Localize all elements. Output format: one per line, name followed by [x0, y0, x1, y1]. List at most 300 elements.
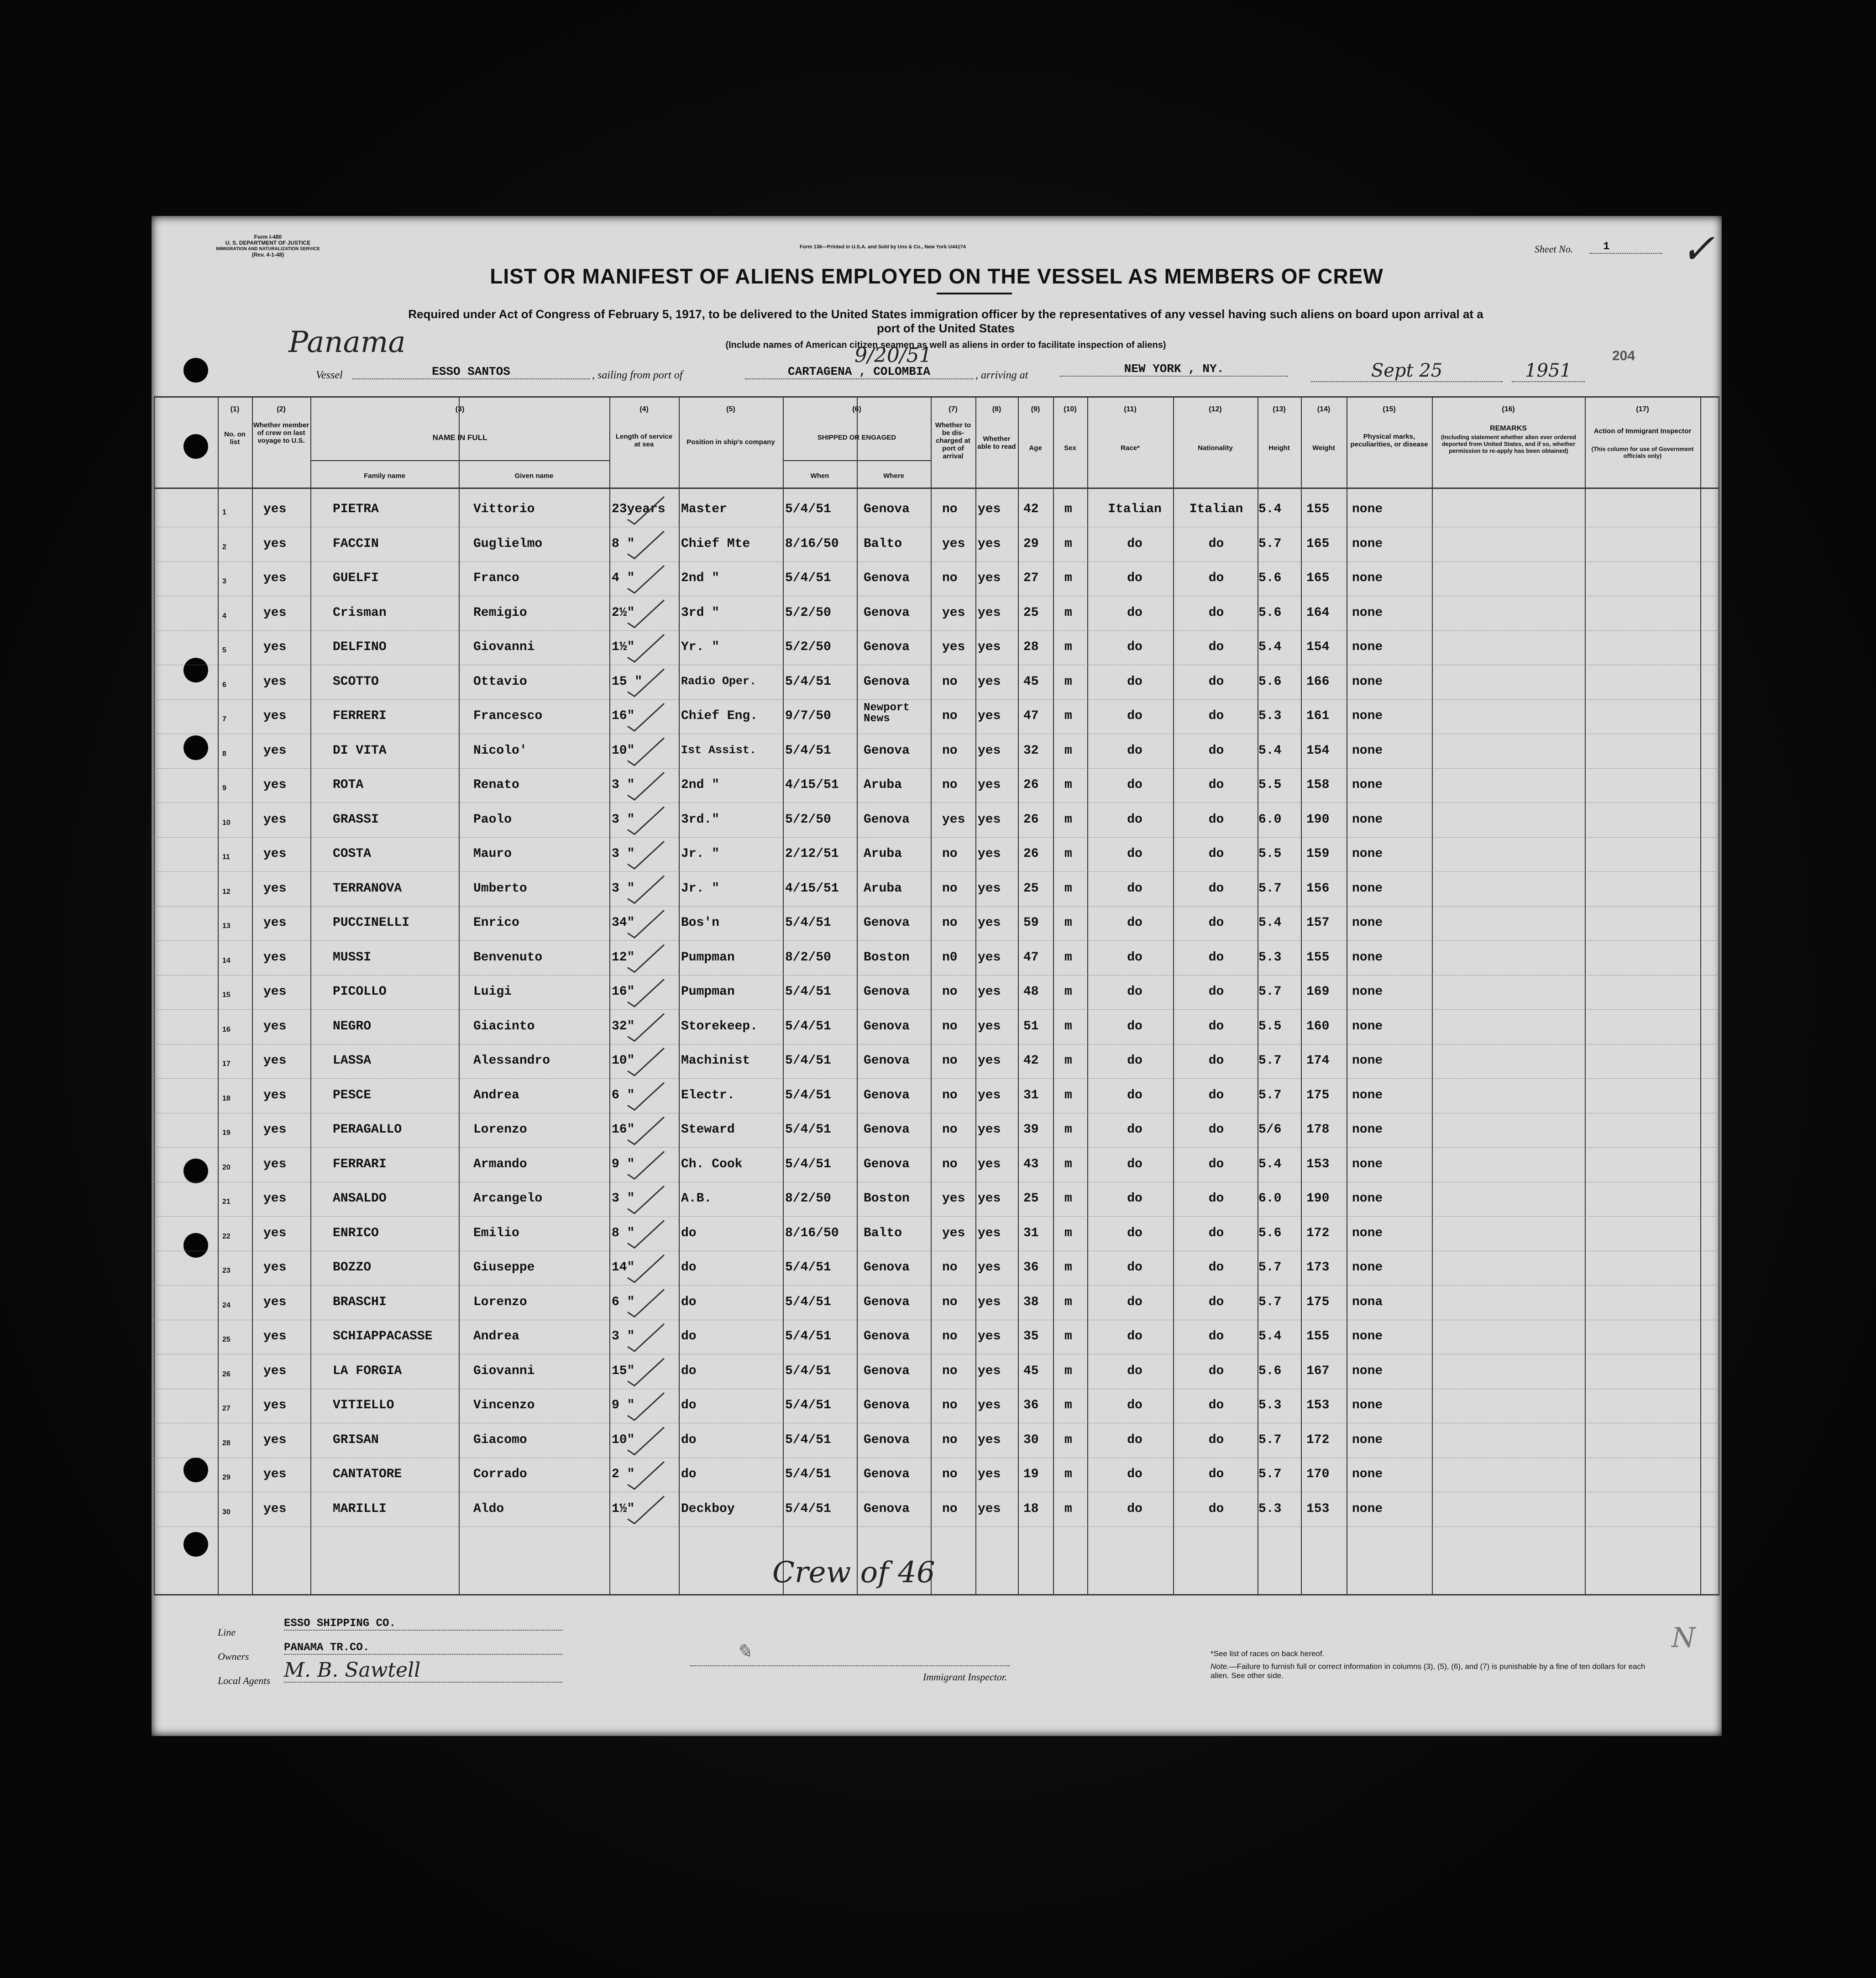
cell-marks: none — [1352, 1364, 1383, 1378]
cell-discharged: no — [942, 985, 958, 999]
cell-discharged: no — [942, 1329, 958, 1343]
inspector-signature: ✎ — [736, 1640, 752, 1663]
cell-crew: yes — [263, 1467, 287, 1481]
cell-height: 5.5 — [1258, 847, 1282, 861]
cell-race: do — [1127, 709, 1142, 723]
cell-given-name: Giovanni — [473, 640, 535, 654]
cell-service: 6 " — [612, 1088, 635, 1102]
cell-marks: none — [1352, 847, 1383, 861]
cell-shipped-when: 5/4/51 — [785, 916, 831, 930]
table-row — [154, 1319, 1719, 1354]
cell-family-name: ROTA — [333, 778, 364, 792]
revision: (Rev. 4-1-48) — [252, 252, 284, 258]
cell-race: do — [1127, 1260, 1142, 1275]
tick-mark — [628, 1496, 664, 1524]
cell-crew: yes — [263, 916, 287, 930]
cell-race: do — [1127, 812, 1142, 827]
cell-shipped-when: 4/15/51 — [785, 881, 839, 896]
cell-crew: yes — [263, 709, 287, 723]
cell-height: 5.7 — [1258, 1432, 1282, 1447]
cell-height: 5.3 — [1258, 1398, 1282, 1412]
cell-given-name: Andrea — [473, 1088, 519, 1102]
cell-sex: m — [1064, 1054, 1072, 1068]
cell-able-to-read: yes — [978, 916, 1001, 930]
cell-crew: yes — [263, 571, 287, 585]
cell-service: 3 " — [612, 847, 635, 861]
cell-weight: 155 — [1306, 950, 1330, 965]
cell-family-name: TERRANOVA — [333, 881, 402, 896]
cell-shipped-where: Boston — [864, 950, 910, 965]
cell-able-to-read: yes — [978, 1157, 1001, 1171]
cell-given-name: Vittorio — [473, 502, 535, 516]
cell-age: 42 — [1023, 1054, 1039, 1068]
cell-able-to-read: yes — [978, 605, 1001, 620]
cell-able-to-read: yes — [978, 881, 1001, 896]
cell-discharged: no — [942, 1123, 958, 1137]
service: IMMIGRATION AND NATURALIZATION SERVICE — [216, 247, 320, 252]
cell-race: do — [1127, 536, 1142, 551]
cell-crew: yes — [263, 502, 287, 516]
cell-age: 25 — [1023, 605, 1039, 620]
cell-crew: yes — [263, 1157, 287, 1171]
flag-handwritten: Panama — [288, 325, 406, 359]
col-header-sex: Sex — [1064, 444, 1076, 452]
cell-shipped-where: Aruba — [864, 881, 902, 896]
cell-sex: m — [1064, 1226, 1072, 1240]
cell-family-name: PERAGALLO — [333, 1123, 402, 1137]
cell-discharged: no — [942, 1467, 958, 1481]
cell-age: 28 — [1023, 640, 1039, 654]
cell-able-to-read: yes — [978, 1054, 1001, 1068]
cell-race: do — [1127, 1467, 1142, 1481]
printer-line: Form 136—Printed in U.S.A. and Sold by Uns & Co., New York U44174 — [800, 244, 966, 250]
cell-position: do — [681, 1364, 697, 1378]
cell-service: 16" — [612, 1123, 635, 1137]
cell-crew: yes — [263, 847, 287, 861]
cell-discharged: no — [942, 1054, 958, 1068]
cell-race: do — [1127, 847, 1142, 861]
cell-discharged: no — [942, 847, 958, 861]
cell-discharged: no — [942, 571, 958, 585]
cell-shipped-when: 8/16/50 — [785, 536, 839, 551]
col-header-name: NAME IN FULL — [432, 433, 487, 442]
cell-weight: 190 — [1306, 812, 1330, 827]
col-header-action-sub: (This column for use of Government officials only) — [1591, 446, 1694, 459]
cell-age: 47 — [1023, 950, 1039, 965]
cell-weight: 175 — [1306, 1295, 1330, 1309]
cell-marks: nona — [1352, 1295, 1383, 1309]
cell-crew: yes — [263, 1088, 287, 1102]
cell-sex: m — [1064, 985, 1072, 999]
cell-marks: none — [1352, 1088, 1383, 1102]
cell-age: 47 — [1023, 709, 1039, 723]
cell-sex: m — [1064, 674, 1072, 689]
cell-weight: 172 — [1306, 1226, 1330, 1240]
cell-nationality: do — [1208, 847, 1224, 861]
races-note: *See list of races on back hereof. — [1210, 1649, 1325, 1658]
cell-discharged: yes — [942, 812, 965, 827]
cell-nationality: do — [1208, 812, 1224, 827]
manifest-page — [152, 216, 1722, 1736]
table-row — [154, 975, 1719, 1010]
cell-shipped-when: 5/2/50 — [785, 812, 831, 827]
cell-sex: m — [1064, 881, 1072, 896]
cell-marks: none — [1352, 985, 1383, 999]
cell-marks: none — [1352, 571, 1383, 585]
cell-weight: 172 — [1306, 1432, 1330, 1447]
arriving-label: , arriving at — [975, 369, 1028, 381]
cell-marks: none — [1352, 1398, 1383, 1412]
cell-discharged: yes — [942, 605, 965, 620]
cell-age: 43 — [1023, 1157, 1039, 1171]
col-header-given: Given name — [514, 472, 554, 480]
cell-position: do — [681, 1226, 697, 1240]
cell-position: do — [681, 1467, 697, 1481]
cell-weight: 173 — [1306, 1260, 1330, 1275]
cell-given-name: Vincenzo — [473, 1398, 535, 1412]
port-from: CARTAGENA , COLOMBIA — [745, 365, 973, 379]
cell-crew: yes — [263, 1501, 287, 1516]
cell-given-name: Armando — [473, 1157, 527, 1171]
table-row — [154, 734, 1719, 769]
col-num-2: (2) — [277, 405, 286, 413]
cell-family-name: COSTA — [333, 847, 372, 861]
cell-discharged: no — [942, 502, 958, 516]
tick-mark — [628, 1221, 664, 1248]
col-num-16: (16) — [1502, 405, 1515, 413]
row-number: 27 — [222, 1405, 231, 1412]
cell-weight: 154 — [1306, 743, 1330, 758]
cell-shipped-where: Genova — [864, 916, 910, 930]
owners-value: PANAMA TR.CO. — [284, 1642, 562, 1655]
cell-crew: yes — [263, 743, 287, 758]
cell-sex: m — [1064, 1157, 1072, 1171]
table-row — [154, 906, 1719, 941]
cell-age: 42 — [1023, 502, 1039, 516]
cell-shipped-where: Genova — [864, 1088, 910, 1102]
cell-shipped-where: Genova — [864, 1432, 910, 1447]
tick-mark — [628, 1255, 664, 1282]
cell-service: 3 " — [612, 1329, 635, 1343]
cell-age: 45 — [1023, 1364, 1039, 1378]
cell-given-name: Giuseppe — [473, 1260, 535, 1275]
cell-shipped-where: Aruba — [864, 778, 902, 792]
cell-shipped-where: Genova — [864, 502, 910, 516]
cell-shipped-where: Genova — [864, 1467, 910, 1481]
cell-family-name: ANSALDO — [333, 1191, 387, 1206]
cell-shipped-where: Boston — [864, 1191, 910, 1206]
table-row — [154, 1250, 1719, 1285]
cell-shipped-where: Genova — [864, 1398, 910, 1412]
cell-able-to-read: yes — [978, 1260, 1001, 1275]
cell-height: 5.5 — [1258, 1019, 1282, 1034]
cell-marks: none — [1352, 536, 1383, 551]
cell-service: 10" — [612, 743, 635, 758]
cell-able-to-read: yes — [978, 709, 1001, 723]
cell-weight: 153 — [1306, 1398, 1330, 1412]
table-row — [154, 1423, 1719, 1458]
cell-shipped-when: 8/2/50 — [785, 1191, 831, 1206]
cell-marks: none — [1352, 1501, 1383, 1516]
required-statement: Required under Act of Congress of February 5, 1917, to be delivered to the United States immigration officer by the representatives of any vessel having such aliens on board upon arrival at a port of the United States — [408, 307, 1483, 335]
row-number: 23 — [222, 1267, 231, 1275]
tick-mark — [628, 1462, 664, 1489]
cell-sex: m — [1064, 1191, 1072, 1206]
cell-race: do — [1127, 1226, 1142, 1240]
cell-nationality: do — [1208, 778, 1224, 792]
cell-position: do — [681, 1398, 697, 1412]
cell-family-name: GUELFI — [333, 571, 379, 585]
cell-able-to-read: yes — [978, 1432, 1001, 1447]
cell-weight: 165 — [1306, 571, 1330, 585]
tick-mark — [628, 531, 664, 559]
cell-position: Master — [681, 502, 727, 516]
cell-age: 35 — [1023, 1329, 1039, 1343]
cell-height: 5.7 — [1258, 1260, 1282, 1275]
cell-position: Pumpman — [681, 985, 735, 999]
cell-position: Steward — [681, 1123, 735, 1137]
cell-crew: yes — [263, 674, 287, 689]
cell-sex: m — [1064, 847, 1072, 861]
cell-shipped-when: 5/4/51 — [785, 502, 831, 516]
cell-given-name: Corrado — [473, 1467, 527, 1481]
cell-given-name: Emilio — [473, 1226, 519, 1240]
cell-given-name: Mauro — [473, 847, 512, 861]
cell-able-to-read: yes — [978, 847, 1001, 861]
cell-marks: none — [1352, 1054, 1383, 1068]
cell-weight: 190 — [1306, 1191, 1330, 1206]
cell-discharged: no — [942, 743, 958, 758]
cell-service: 16" — [612, 985, 635, 999]
cell-marks: none — [1352, 1260, 1383, 1275]
cell-service: 3 " — [612, 881, 635, 896]
cell-discharged: no — [942, 916, 958, 930]
cell-height: 5.7 — [1258, 881, 1282, 896]
cell-able-to-read: yes — [978, 812, 1001, 827]
cell-position: do — [681, 1432, 697, 1447]
cell-family-name: DI VITA — [333, 743, 387, 758]
col-header-service: Length of service at sea — [615, 433, 673, 448]
cell-nationality: do — [1208, 536, 1224, 551]
cell-height: 6.0 — [1258, 1191, 1282, 1206]
sheet-number: 1 — [1589, 241, 1662, 254]
cell-family-name: BRASCHI — [333, 1295, 387, 1309]
tick-mark — [628, 1117, 664, 1144]
row-number: 9 — [222, 784, 226, 792]
cell-age: 25 — [1023, 1191, 1039, 1206]
cell-nationality: do — [1208, 674, 1224, 689]
cell-weight: 178 — [1306, 1123, 1330, 1137]
cell-race: do — [1127, 1501, 1142, 1516]
cell-crew: yes — [263, 881, 287, 896]
cell-nationality: do — [1208, 1467, 1224, 1481]
table-row — [154, 1457, 1719, 1492]
title-underline — [937, 293, 1012, 294]
row-number: 15 — [222, 991, 231, 999]
cell-sex: m — [1064, 536, 1072, 551]
cell-weight: 158 — [1306, 778, 1330, 792]
check-mark: ✓ — [1681, 225, 1715, 273]
table-row — [154, 561, 1719, 596]
tick-mark — [628, 772, 664, 800]
cell-marks: none — [1352, 1226, 1383, 1240]
cell-crew: yes — [263, 605, 287, 620]
cell-shipped-when: 5/4/51 — [785, 1329, 831, 1343]
cell-crew: yes — [263, 1364, 287, 1378]
cell-able-to-read: yes — [978, 1088, 1001, 1102]
cell-marks: none — [1352, 674, 1383, 689]
row-number: 8 — [222, 750, 226, 758]
cell-able-to-read: yes — [978, 1467, 1001, 1481]
cell-age: 25 — [1023, 881, 1039, 896]
cell-marks: none — [1352, 812, 1383, 827]
cell-position: 2nd " — [681, 778, 720, 792]
cell-service: 3 " — [612, 778, 635, 792]
col-header-nationality: Nationality — [1198, 444, 1233, 452]
cell-able-to-read: yes — [978, 1295, 1001, 1309]
col-num-1: (1) — [230, 405, 240, 413]
line-label: Line — [218, 1626, 236, 1638]
cell-sex: m — [1064, 502, 1072, 516]
tick-mark — [628, 1083, 664, 1110]
cell-marks: none — [1352, 640, 1383, 654]
cell-shipped-when: 5/4/51 — [785, 743, 831, 758]
tick-mark — [628, 1393, 664, 1420]
cell-crew: yes — [263, 1019, 287, 1034]
header-bottom-rule — [154, 488, 1719, 489]
cell-family-name: CANTATORE — [333, 1467, 402, 1481]
cell-marks: none — [1352, 1191, 1383, 1206]
cell-nationality: do — [1208, 881, 1224, 896]
cell-family-name: PESCE — [333, 1088, 372, 1102]
cell-able-to-read: yes — [978, 571, 1001, 585]
cell-height: 5.7 — [1258, 1054, 1282, 1068]
col-header-age: Age — [1029, 444, 1042, 452]
cell-given-name: Franco — [473, 571, 519, 585]
cell-able-to-read: yes — [978, 536, 1001, 551]
table-row — [154, 665, 1719, 700]
cell-position: Machinist — [681, 1054, 750, 1068]
col-num-15: (15) — [1383, 405, 1396, 413]
cell-crew: yes — [263, 950, 287, 965]
cell-crew: yes — [263, 640, 287, 654]
cell-marks: none — [1352, 950, 1383, 965]
cell-crew: yes — [263, 985, 287, 999]
cell-able-to-read: yes — [978, 1191, 1001, 1206]
cell-given-name: Enrico — [473, 916, 519, 930]
cell-discharged: yes — [942, 536, 965, 551]
cell-nationality: do — [1208, 1054, 1224, 1068]
col-header-action: Action of Immigrant Inspector — [1593, 427, 1692, 435]
crew-table — [154, 396, 1719, 1595]
penalty-note: Note.—Failure to furnish full or correct information in columns (3), (5), (6), and (7) is punishable by a fine of ten dollars for each alien. See other side. — [1210, 1662, 1645, 1680]
cell-family-name: Crisman — [333, 605, 387, 620]
cell-age: 36 — [1023, 1398, 1039, 1412]
cell-family-name: NEGRO — [333, 1019, 372, 1034]
col-header-family: Family name — [364, 472, 405, 480]
col-header-when: When — [810, 472, 829, 480]
tick-mark — [628, 979, 664, 1007]
cell-shipped-where: Genova — [864, 1123, 910, 1137]
cell-position: 2nd " — [681, 571, 720, 585]
cell-race: do — [1127, 743, 1142, 758]
tick-mark — [628, 1152, 664, 1179]
cell-marks: none — [1352, 1467, 1383, 1481]
cell-shipped-where: Balto — [864, 1226, 902, 1240]
cell-given-name: Ottavio — [473, 674, 527, 689]
cell-age: 51 — [1023, 1019, 1039, 1034]
cell-race: do — [1127, 985, 1142, 999]
cell-age: 39 — [1023, 1123, 1039, 1137]
cell-nationality: do — [1208, 1157, 1224, 1171]
cell-shipped-where: Genova — [864, 1329, 910, 1343]
cell-nationality: Italian — [1189, 502, 1243, 516]
cell-family-name: MARILLI — [333, 1501, 387, 1516]
tick-mark — [628, 600, 664, 628]
row-number: 17 — [222, 1060, 231, 1068]
cell-crew: yes — [263, 1123, 287, 1137]
cell-race: do — [1127, 1432, 1142, 1447]
margin-mark: N — [1672, 1622, 1696, 1654]
cell-height: 5.6 — [1258, 674, 1282, 689]
cell-nationality: do — [1208, 1191, 1224, 1206]
cell-age: 30 — [1023, 1432, 1039, 1447]
cell-race: do — [1127, 1364, 1142, 1378]
cell-family-name: ENRICO — [333, 1226, 379, 1240]
cell-height: 5.6 — [1258, 1226, 1282, 1240]
row-number: 13 — [222, 922, 231, 930]
vessel-name: ESSO SANTOS — [352, 365, 590, 379]
cell-weight: 155 — [1306, 1329, 1330, 1343]
col-num-9: (9) — [1031, 405, 1040, 413]
cell-age: 32 — [1023, 743, 1039, 758]
form-id-block — [211, 234, 325, 258]
cell-age: 26 — [1023, 847, 1039, 861]
cell-race: do — [1127, 1157, 1142, 1171]
cell-crew: yes — [263, 1398, 287, 1412]
cell-marks: none — [1352, 1432, 1383, 1447]
row-number: 7 — [222, 715, 226, 723]
cell-able-to-read: yes — [978, 985, 1001, 999]
name-subheader-rule — [310, 460, 609, 461]
cell-crew: yes — [263, 1191, 287, 1206]
col-num-13: (13) — [1273, 405, 1286, 413]
cell-weight: 164 — [1306, 605, 1330, 620]
col-num-11: (11) — [1124, 405, 1137, 413]
cell-age: 31 — [1023, 1226, 1039, 1240]
cell-sex: m — [1064, 778, 1072, 792]
row-number: 2 — [222, 543, 226, 551]
cell-crew: yes — [263, 1329, 287, 1343]
cell-discharged: no — [942, 1432, 958, 1447]
row-number: 24 — [222, 1301, 231, 1309]
table-row — [154, 871, 1719, 907]
cell-family-name: PIETRA — [333, 502, 379, 516]
cell-nationality: do — [1208, 1432, 1224, 1447]
tick-mark — [628, 566, 664, 593]
col-num-10: (10) — [1064, 405, 1077, 413]
cell-shipped-where: Newport News — [864, 702, 910, 725]
table-row — [154, 1181, 1719, 1217]
cell-able-to-read: yes — [978, 778, 1001, 792]
cell-age: 18 — [1023, 1501, 1039, 1516]
cell-given-name: Guglielmo — [473, 536, 543, 551]
cell-service: 14" — [612, 1260, 635, 1275]
cell-nationality: do — [1208, 950, 1224, 965]
department: U. S. DEPARTMENT OF JUSTICE — [225, 240, 311, 246]
cell-nationality: do — [1208, 1123, 1224, 1137]
col-header-read: Whether able to read — [977, 435, 1016, 451]
